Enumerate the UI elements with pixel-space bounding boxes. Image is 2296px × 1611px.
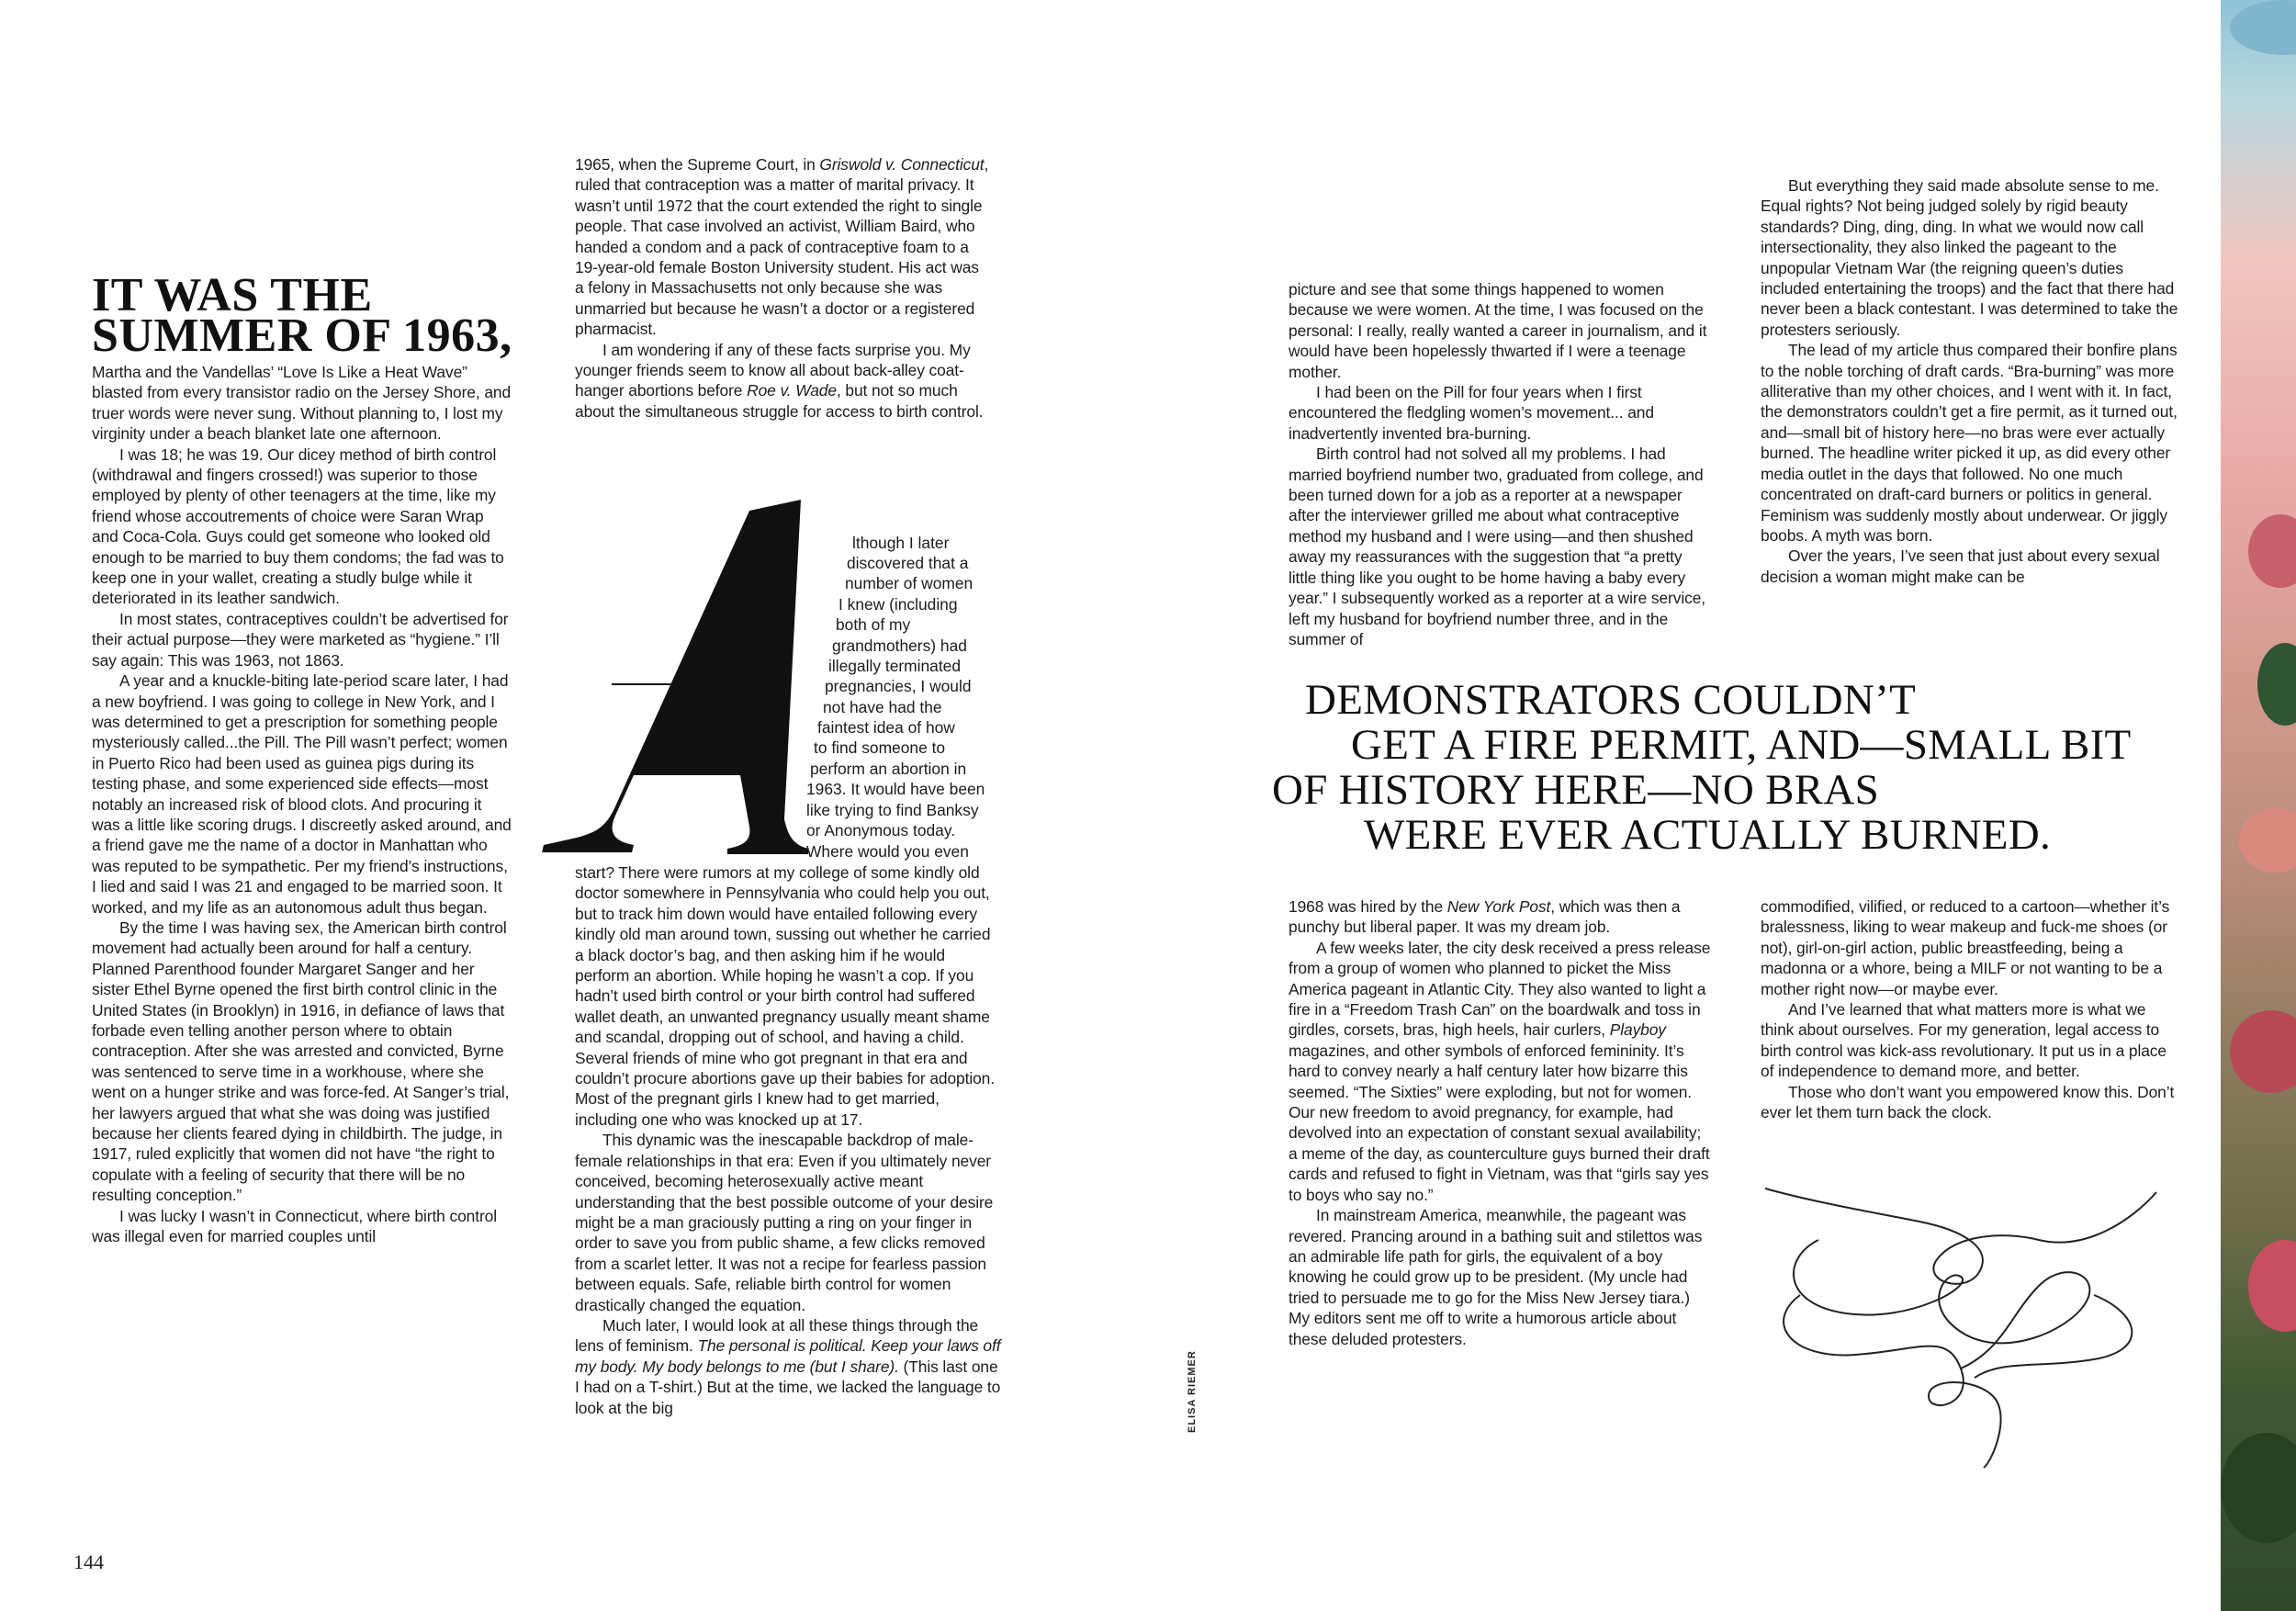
photo-sky-patch (2230, 0, 2296, 55)
col3-paragraph-1: picture and see that some things happened to women because we were women. At the time, I was focused on the personal: I really, really wanted a career in journalism, and it would have been hopelessly thwarted if I were a teenage mother. (1289, 280, 1707, 381)
col1-paragraph-3: In most states, contraceptives couldn’t be advertised for their actual purpose—they were marketed as “hygiene.” I’ll say again: This was 1963, not 1863. (92, 609, 509, 670)
col2-paragraph-4: This dynamic was the inescapable backdrop of male-female relationships in that era: Even if you ultimately never conceived, becoming heterosexually active meant understanding that the best possible outcome of your desire might be a man graciously putting a ring on your finger in order to save you from public shame, a few clicks removed from a scarlet letter. It was not a recipe for fearless passion between equals. Safe, reliable birth control for women drastically changed the equation. (575, 1131, 994, 1314)
dropcap-line-4: I knew (including (838, 595, 958, 614)
col2-p5-slogans: The personal is political. Keep your laws off my body. My body belongs to me (but I share). (575, 1336, 1001, 1376)
col2-paragraph-5 (575, 1315, 1003, 1418)
dropcap-line-8: pregnancies, I would (825, 677, 972, 695)
headline-line-1: IT WAS THE (92, 269, 373, 321)
col2-p1-text-a: 1965, when the Supreme Court, in (575, 155, 820, 174)
pull-quote (1272, 678, 2190, 858)
col1-paragraph-5: By the time I was having sex, the American birth control movement had actually been around for half a century. Planned Parenthood founder Margaret Sanger and her sister Ethel Byrne opened the first birth control clinic in the United States (in Brooklyn) in 1916, in defiance of laws that forbade even telling another person where to obtain contraception. After she was arrested and convicted, Byrne was sentenced to serve time in a workhouse, where she went on a hunger strike and was force-fed. At Sanger’s trial, her lawyers argued that what she was doing was justified because her clients feared dying in childbirth. The judge, in 1917, ruled explicitly that women did not have “the right to copulate with a feeling of security that there will be no resulting conception.” (92, 918, 510, 1205)
col2-p2-case-name: Roe v. Wade (747, 381, 837, 400)
col4-paragraph-2: The lead of my article thus compared their bonfire plans to the noble torching of draft cards. “Bra-burning” was more alliterative than my other choices, and I went with it. In fact, the demonstrators couldn’t get a fire permit, as it turned out, and—small bit of history here—no bras were ever actually burned. The headline writer picked it up, as did every other media outlet in the days that followed. No one much concentrated on draft-card burners or politics in general. Feminism was suddenly mostly about underwear. Or jiggly boobs. A myth was born. (1761, 341, 2178, 545)
col2-p5-text-a: Much later, I would look at all these things through the lens of feminism. (575, 1315, 979, 1356)
photo-foliage-patch (2221, 1433, 2296, 1543)
col3-paragraph-3: Birth control had not solved all my problems. I had married boyfriend number two, graduated from college, and been turned down for a job as a reporter at a newspaper after the interviewer grilled me about what contraceptive method my husband and I were using—and then shushed away my reassurances with the suggestion that “a pretty little thing like you ought to be home having a baby every year.” I subsequently worked as a reporter at a wire service, left my husband for boyfriend number three, and in the summer of (1289, 445, 1705, 648)
col1-paragraph-2: I was 18; he was 19. Our dicey method of birth control (withdrawal and fingers crossed!) was superior to those employed by plenty of other teenagers at the time, like my friend whose accoutrements of choice were Saran Wrap and Coca-Cola. Guys could get someone who looked old enough to be married to buy them condoms; the fad was to keep one in your wallet, creating a studly bulge while it deteriorated in its leather sandwich. (92, 445, 504, 608)
facing-page-photo-edge (2221, 0, 2296, 1611)
dropcap-line-13: 1963. It would have been (806, 780, 985, 798)
photo-leaf-patch (2257, 643, 2296, 726)
dropcap-line-6: grandmothers) had (832, 637, 967, 655)
dropcap-line-1: lthough I later (852, 534, 950, 552)
col4-paragraph-6: Those who don’t want you empowered know this. Don’t ever let them turn back the clock. (1761, 1082, 2175, 1122)
drop-cap-text: A (533, 496, 534, 497)
dropcap-line-9: not have had the (823, 698, 942, 716)
col3-paragraph-2: I had been on the Pill for four years when I first encountered the fledgling women’s movement... and inadvertently invented bra-burning. (1289, 383, 1654, 443)
pull-quote-line-3: OF HISTORY HERE—NO BRAS (1272, 766, 1880, 814)
column-4-top (1761, 175, 2179, 587)
drop-cap-letter-a (533, 496, 808, 873)
col2-paragraph-1 (575, 154, 990, 340)
col3-paragraph-5 (1289, 938, 1713, 1205)
col3-p5-magazine: Playboy (1609, 1020, 1666, 1040)
dropcap-line-10: faintest idea of how (817, 718, 955, 737)
col3-p4-text-a: 1968 was hired by the (1289, 897, 1447, 916)
col3-paragraph-6: In mainstream America, meanwhile, the pageant was revered. Prancing around in a bathing suit and stilettos was an admirable life path for girls, the equivalent of a boy knowing he could grow up to be president. (My uncle had tried to persuade me to go for the Miss New Jersey tiara.) My editors sent me off to write a humorous article about these deluded protesters. (1289, 1206, 1703, 1348)
col4-paragraph-3: Over the years, I’ve seen that just about every sexual decision a woman might make can be (1761, 546, 2160, 586)
column-2-bottom (575, 862, 1003, 1418)
column-3-top (1289, 279, 1713, 649)
pull-quote-line-1: DEMONSTRATORS COULDN’T (1305, 676, 1917, 724)
col2-p2-text-b: , but not so much about the simultaneous struggle for access to birth control. (575, 381, 984, 421)
flourish-ornament-icon (1763, 1185, 2158, 1470)
col1-paragraph-6: I was lucky I wasn’t in Connecticut, where birth control was illegal even for married couples until (92, 1206, 497, 1246)
dropcap-line-2: discovered that a (847, 554, 969, 572)
col1-paragraph-1: Martha and the Vandellas’ “Love Is Like a Heat Wave” blasted from every transistor radio on the Jersey Shore, and truer words were never sung. Without planning to, I lost my virginity under a beach blanket late one afternoon. (92, 363, 512, 444)
column-2-top (575, 154, 990, 422)
article-headline (92, 269, 514, 362)
column-1 (92, 362, 512, 1246)
photo-rose-patch (2248, 514, 2296, 588)
col4-paragraph-5: And I’ve learned that what matters more is what we think about ourselves. For my generation, legal access to birth control was kick-ass revolutionary. It put us in a place of independence to demand more, and better. (1761, 1000, 2167, 1081)
col2-paragraph-2 (575, 340, 990, 422)
photo-flower-patch-2 (2248, 1240, 2296, 1332)
page-number: 144 (73, 1550, 104, 1573)
headline-line-2: SUMMER OF 1963, (92, 310, 512, 362)
dropcap-line-5: both of my (836, 615, 911, 634)
photo-credit: ELISA RIEMER (1187, 1350, 1198, 1433)
col2-p5-text-b: (This last one I had on a T-shirt.) But at the time, we lacked the language to look at the big (575, 1357, 1001, 1417)
col2-p1-text-b: , ruled that contraception was a matter of marital privacy. It wasn’t until 1972 that the court extended the right to single people. That case involved an activist, William Baird, who handed a condom and a pack of contraceptive foam to a 19-year-old female Boston University student. His act was a felony in Massachusetts not only because she was unmarried but because he wasn’t a doctor or a registered pharmacist. (575, 155, 989, 339)
drop-cap-glyph (542, 500, 808, 854)
dropcap-line-7: illegally terminated (828, 657, 962, 675)
pull-quote-line-2: GET A FIRE PERMIT, AND—SMALL BIT (1351, 721, 2132, 769)
dropcap-line-16: Where would you even (806, 842, 969, 861)
col4-paragraph-1: But everything they said made absolute sense to me. Equal rights? Not being judged solely by rigid beauty standards? Ding, ding, ding. In what we would now call intersectionality, they also linked the pageant to the unpopular Vietnam War (the reigning queen’s duties included entertaining the troops) and the fact that there had never been a black contestant. I was determined to take the protesters seriously. (1761, 176, 2178, 339)
col2-paragraph-3: start? There were rumors at my college of some kindly old doctor somewhere in Pennsylvania who could help you out, but to track him down would have entailed following every kindly old man around town, sussing out whether he carried a black doctor’s bag, and then asking him if he would perform an abortion. While hoping he wasn’t a cop. If you hadn’t used birth control or your birth control had suffered wallet death, an unwanted pregnancy usually meant shame and scandal, dropping out of school, and having a child. Several friends of mine who got pregnant in that era and couldn’t procure abortions gave up their babies for adoption. Most of the pregnant girls I knew had to get married, including one who was knocked up at 17. (575, 863, 995, 1129)
pull-quote-line-4: WERE EVER ACTUALLY BURNED. (1364, 811, 2052, 859)
col2-p2-text-a: I am wondering if any of these facts surprise you. My younger friends seem to know all about back-alley coat-hanger abortions before (575, 340, 971, 400)
col3-p5-text-a: A few weeks later, the city desk received a press release from a group of women who planned to picket the Miss America pageant in Atlantic City. They also wanted to light a fire in a “Freedom Trash Can” on the boardwalk and toss in girdles, corsets, bras, high heels, hair curlers, (1289, 938, 1711, 1040)
col4-paragraph-4: commodified, vilified, or reduced to a cartoon—whether it’s bralessness, liking to wear makeup and fuck-me shoes (or not), girl-on-girl action, public breastfeeding, being a madonna or a whore, being a MILF or not wanting to be a mother right now—or maybe ever. (1761, 897, 2170, 998)
col2-p1-case-name: Griswold v. Connecticut (819, 155, 985, 174)
photo-flower-patch (2230, 1010, 2296, 1093)
col3-p5-text-b: magazines, and other symbols of enforced femininity. It’s hard to convey nearly a half century later how bizarre this seemed. “The Sixties” were exploding, but not for women. Our new freedom to avoid pregnancy, for example, had devolved into an expectation of constant sexual availability; a meme of the day, as counterculture guys burned their draft cards and refused to fight in Vietnam, was that “girls say yes to boys who say no.” (1289, 1041, 1710, 1204)
dropcap-line-15: or Anonymous today. (806, 821, 956, 839)
col1-paragraph-4: A year and a knuckle-biting late-period scare later, I had a new boyfriend. I was going to college in New York, and I was determined to get a prescription for something people mysteriously called...the Pill. The Pill wasn’t perfect; women in Puerto Rico had been used as guinea pigs during its testing phase, and some experienced side effects—most notably an increased risk of blood clots. And procuring it was a little like scoring drugs. I discreetly asked around, and a friend gave me the name of a doctor in Manhattan who was reputed to be sympathetic. Per my friend’s instructions, I lied and said I was 21 and engaged to be married soon. It worked, and my life as an autonomous adult thus began. (92, 671, 512, 917)
col3-p4-newspaper: New York Post (1446, 897, 1551, 916)
dropcap-line-11: to find someone to (814, 738, 946, 757)
dropcap-line-12: perform an abortion in (810, 760, 967, 778)
column-3-bottom (1289, 896, 1713, 1349)
dropcap-line-3: number of women (845, 574, 974, 592)
photo-skin-patch (2239, 808, 2296, 873)
dropcap-line-14: like trying to find Banksy (806, 801, 979, 819)
col3-p4-text-b: , which was then a punchy but liberal paper. It was my dream job. (1289, 897, 1681, 937)
col3-paragraph-4 (1289, 896, 1713, 938)
column-4-bottom (1761, 896, 2179, 1122)
